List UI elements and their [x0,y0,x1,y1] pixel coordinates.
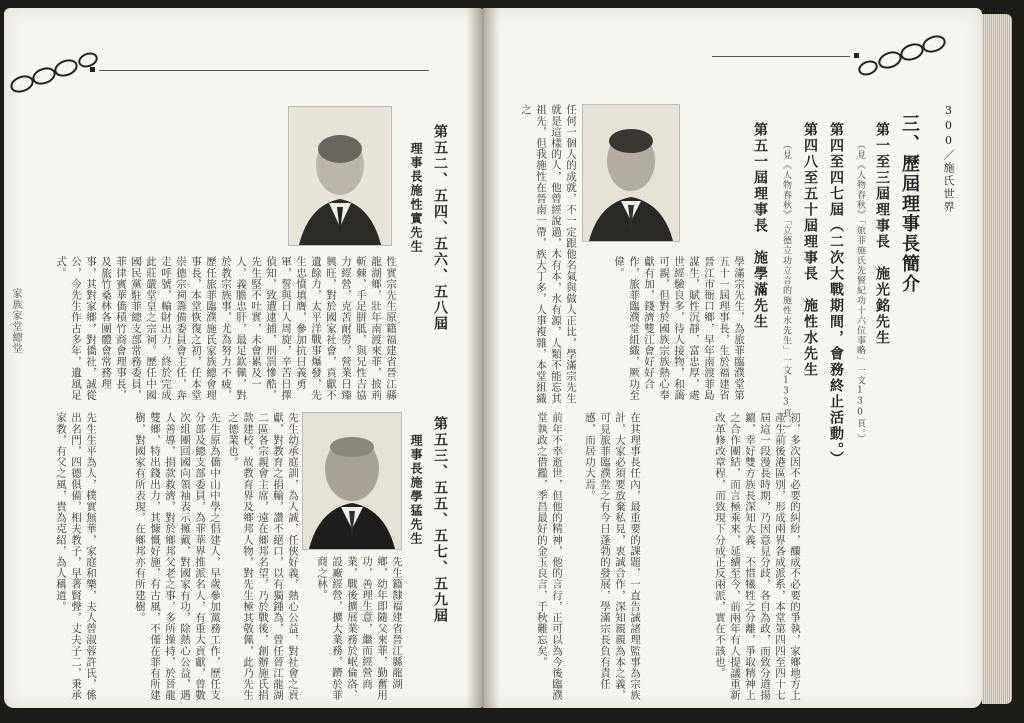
term2-title-2: 第四八至五十屆理事長 施性水先生 [802,122,818,378]
side-label: 家族家堂總堂 [10,288,21,354]
rule-dot [854,53,859,58]
term5-title: 第五三、五五、五七、五九屆 [432,416,448,624]
book-gutter [466,8,500,708]
chain-ornament-icon [856,30,948,80]
section-heading: 三、歷屆理事長簡介 [899,114,920,294]
page-edges [982,14,1012,704]
open-book [4,8,1016,716]
rule-dot [90,67,95,72]
term4-body-left [140,104,236,404]
header-rule [99,70,429,71]
term4-subtitle: 理事長施性實先生 [409,142,423,254]
term5-body-4: 先生生平為人，樸實無華，家庭和樂，夫人曾淑蓉許氏，係出名門，四德俱備，相夫教子，早著賢聲，丈夫子二，秉承家教，有父之風，貴為克紹，為人稱道。 [55,412,97,701]
header-rule [712,56,850,57]
term3-title: 第五一屆理事長 施學滿先生 [752,122,768,330]
portrait-shi-xueman [582,104,680,242]
term2-note: （見《人物春秋》「立德立功立言的施性水先生」一文133頁。） [781,140,791,434]
term5-subtitle: 理事長施學猛先生 [409,434,423,546]
term5-body-3: 先生原為僑中山中學之倡建人，早歲參加黨務工作，歷任支分部及總支部委員，為菲華界推派名人，有重大貢獻，曾數次組團回國向領袖表示擁戴，對國家有功，除熱心公益，遇人善導，捐款救濟，對於鄉邦父老之事，多所操持，於晉龍雙鄉，特出錢出力，其慷慨好施，有古風，不僅在菲有所建樹，對國家有所表現，在鄉邦亦有所建樹。 [134,412,221,701]
term4-title: 第五二、五四、五六、五八屆 [432,124,448,332]
term3-body-3: 初，多次因不必要的糾紛，釀成不必要的爭執，家鄉地方上產生前後港區別，形成兩界各成派系，本堂第四四至四十七屆這一段漫長時期，乃因意見分歧，各自為政，而致分道揚鑣，幸好雙方族長深知大義，不惜犧牲之分離，爭取精神上之合作團結，而言極乘來，延續至今，前兩年有人提議重新改革修改章程，而致現下分成正反兩派，實在不該也。 [714,412,801,701]
portrait-shi-xingshi [288,106,392,246]
right-page [482,8,982,708]
term3-body-1: 學滿宗先生，為旅菲臨濮堂第五十一屆理事長，生於福建省晉江市衙口鄉，早年南渡菲島謀生，賦性沉靜，富忠厚，處世經驗良多，待人接物，和藹可親，但對於國族宗族熱心奉獻有加，錢濟雙江會好好合作，旅菲臨濮堂組織，厥功至偉。 [613,256,745,401]
portrait-shi-xuemeng [302,412,402,550]
term3-body-4: 在其理事長任內，最重要的課題，一直告誡諸理監事為宗族計，大家必須要放棄私見，衷誠合作，深知親親為本之義，可見旅菲臨濮堂之有今日蓬勃的發展，學滿宗長負有責任感，而居功大焉。 [584,412,641,701]
term1-title: 第一至三屆理事長 施光銘先生 [874,122,890,346]
term3-body-5: 前年不幸逝世，但他的精神，他的言行，正可以為今後臨濮堂執政之借鑑，季昌最好的金玉良言，千秋難忘矣。 [536,412,563,701]
term5-body-2: 先生幼承庭訓，為人誠，任俠好義，熱心公益，對社會之貢獻，對教育之捐輸，讚不絕口，以有獨鍾為，曾任晉江龍湖二區各宗親會主席，遠在鄉邦名望，乃於戰後，創辦施氏捐款建校，故教育界及鄉邦人物，對先生極其敬佩，此乃先生之德業也。 [227,412,299,701]
term1-note: （見《人物春秋》「旅菲施氏先賢紀功十六位事略」一文130頁。） [855,140,865,444]
chain-ornament-icon [8,50,98,98]
term4-body-upper: 性實宗先生原籍福建省晉江縣龍湖鄉，壯年南渡來菲，披荊斬棘，手足胼胝，與兄性吉協力經營，克苦耐勞，營業日臻興旺，對於國家社會，貢獻不遺餘力，太平洋戰事爆發，先生忠憤填膺，參加抗日義勇軍，誓與日人周旋，辛苦日擇偵知，致遭逮捕，刑罰慘酷，先生堅不吐實，未會累及一人，義膽忠肝，最足欽佩，對於教宗族事，尤為努力不疲，歷任旅菲臨濮施氏家族總會理事長，本堂恢復之初，任本堂崇德宗祠籌備委員會主任，奔走呼號，輸財出力，終於完成此莊嚴堂皇之宗祠。歷任中國國民黨駐菲總支部常務委員，菲律賓華僑積竹商會理事長，及旅竹桑林各團體會常務理事，其對家鄉，對僑社，誠從公，今先生作古多年，遺風足式。 [55,256,397,401]
term2-title: 第四至四七屆（二次大戰期間，會務終止活動。） [828,122,844,467]
left-page [4,8,482,708]
term3-body-2: 任何一個人的成就，不一定跟他名氣與做人正比，學滿宗先生就是這樣的人，他曾經說過，木有本，水有源，人類不能忘其祖先，但我施性在晉南一帶，族大丁多，人事複雜，本堂組織之 [520,104,577,404]
page-number: 300 [942,104,955,149]
header-separator: ／ [942,149,955,162]
book-title: 施氏世界 [942,162,955,214]
page-header [940,104,956,214]
term5-body-1: 先生籍隸福建省晉江縣龍湖鄉，幼年即隨父來菲，勤奮用功，善理生意，繼而經營商業，戰後擴展業務於岷倫洛、設廠經營，擴大業務，躋於菲商之林。 [316,556,403,701]
